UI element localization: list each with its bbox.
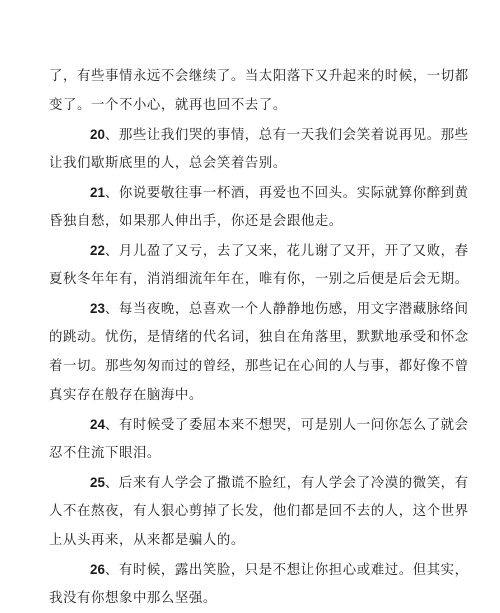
paragraph-line bbox=[49, 526, 469, 555]
paragraph-text: 忍不住流下眼泪。 bbox=[49, 446, 161, 461]
paragraph-number: 21 bbox=[90, 185, 105, 200]
paragraph-line bbox=[49, 62, 469, 91]
paragraph-line bbox=[49, 468, 469, 497]
paragraph-text: 我没有你想象中那么坚强。 bbox=[49, 591, 217, 606]
paragraph-line bbox=[49, 497, 469, 526]
paragraph-line bbox=[49, 236, 469, 265]
paragraph-line bbox=[49, 265, 469, 294]
paragraph bbox=[49, 410, 469, 468]
paragraph-text: 了，有些事情永远不会继续了。当太阳落下又升起来的时候，一切都 bbox=[49, 69, 469, 84]
paragraph-text: 真实存在般存在脑海中。 bbox=[49, 388, 203, 403]
paragraph-text: 变了。一个不小心，就再也回不去了。 bbox=[49, 98, 287, 113]
paragraph-line bbox=[49, 584, 469, 613]
paragraph-line bbox=[49, 323, 469, 352]
paragraph-line bbox=[49, 410, 469, 439]
paragraph-line bbox=[49, 178, 469, 207]
paragraph-number: 20 bbox=[90, 127, 105, 142]
paragraph-number: 23 bbox=[90, 301, 105, 316]
paragraph bbox=[49, 294, 469, 410]
paragraph-line bbox=[49, 439, 469, 468]
paragraph-text: 让我们歇斯底里的人，总会笑着告别。 bbox=[49, 156, 287, 171]
document-body bbox=[49, 62, 469, 613]
paragraph-text: 、有时候受了委屈本来不想哭，可是别人一问你怎么了就会 bbox=[104, 418, 469, 433]
paragraph-number: 25 bbox=[90, 475, 105, 490]
paragraph-text: 、你说要敬往事一杯酒，再爱也不回头。实际就算你醉到黄 bbox=[104, 186, 469, 201]
paragraph-text: 昏独自愁，如果那人伸出手，你还是会跟他走。 bbox=[49, 214, 343, 229]
paragraph-text: 人不在熬夜，有人狠心剪掉了长发，他们都是回不去的人，这个世界 bbox=[49, 504, 469, 519]
paragraph-text: 、有时候，露出笑脸，只是不想让你担心或难过。但其实， bbox=[104, 563, 469, 578]
paragraph-line bbox=[49, 120, 469, 149]
paragraph-text: 、每当夜晚，总喜欢一个人静静地伤感，用文字潜藏脉络间 bbox=[104, 302, 469, 317]
paragraph-line bbox=[49, 352, 469, 381]
paragraph-text: 着一切。那些匆匆而过的曾经，那些记在心间的人与事，都好像不曾 bbox=[49, 359, 469, 374]
paragraph-number: 24 bbox=[90, 417, 105, 432]
paragraph bbox=[49, 555, 469, 613]
paragraph-text: 的跳动。忧伤，是情绪的代名词，独自在角落里，默默地承受和怀念 bbox=[49, 330, 469, 345]
paragraph-number: 26 bbox=[90, 562, 105, 577]
paragraph-line bbox=[49, 91, 469, 120]
paragraph bbox=[49, 62, 469, 120]
paragraph-text: 、月儿盈了又亏，去了又来，花儿谢了又开，开了又败，春 bbox=[104, 244, 469, 259]
paragraph-text: 、那些让我们哭的事情，总有一天我们会笑着说再见。那些 bbox=[104, 128, 469, 143]
paragraph-line bbox=[49, 149, 469, 178]
paragraph-text: 上从头再来，从来都是骗人的。 bbox=[49, 533, 245, 548]
paragraph-line bbox=[49, 555, 469, 584]
paragraph-line bbox=[49, 207, 469, 236]
paragraph bbox=[49, 178, 469, 236]
paragraph-number: 22 bbox=[90, 243, 105, 258]
paragraph bbox=[49, 468, 469, 555]
paragraph-text: 夏秋冬年年有，消消细流年年在，唯有你，一别之后便是后会无期。 bbox=[49, 272, 469, 287]
paragraph-text: 、后来有人学会了撒谎不脸红，有人学会了冷漠的微笑，有 bbox=[104, 476, 469, 491]
paragraph-line bbox=[49, 381, 469, 410]
paragraph-line bbox=[49, 294, 469, 323]
paragraph bbox=[49, 120, 469, 178]
paragraph bbox=[49, 236, 469, 294]
